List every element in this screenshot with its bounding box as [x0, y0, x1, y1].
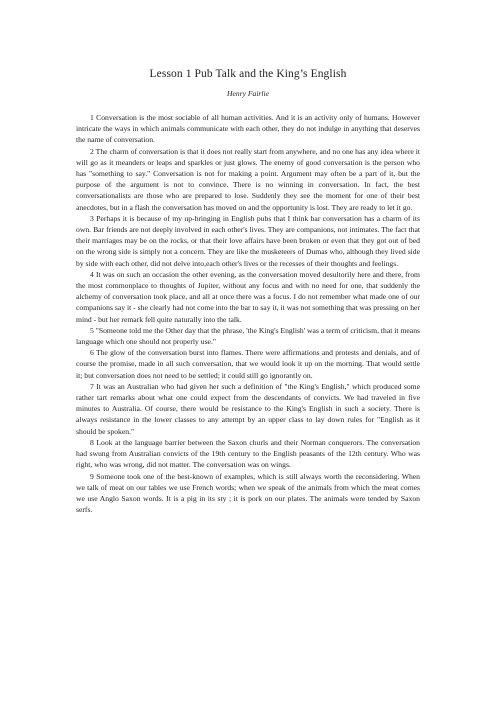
- author-byline: Henry Fairlie: [227, 89, 269, 98]
- paragraph-2: 2 The charm of conversation is that it does not really start from anywhere, and no one has any idea where it will go as it meanders or leaps and sparkles or just glows. The enemy of good conversation is the person who has "something to say." Conversation is not for making a point. Argument may often be a part of it, but the purpose of the argument is not to convince. There is no winning in conversation. In fact, the best conversationalists are those who are prepared to lose. Suddenly they see the moment for one of their best anecdotes, but in a flash the conversation has moved on and the opportunity is lost. They are ready to let it go.: [76, 146, 420, 212]
- paragraph-6: 6 The glow of the conversation burst into flames. There were affirmations and protests and denials, and of course the promise, made in all such conversation, that we would look it up on the morning. That would settle it; but conversation does not need to be settled; it could still go ignorantly on.: [76, 348, 420, 380]
- document-body: [76, 112, 420, 515]
- paragraph-5: 5 "Someone told me the Other day that the phrase, 'the King's English' was a term of criticism, that it means language which one should not properly use.": [76, 325, 420, 347]
- paragraph-1: 1 Conversation is the most sociable of all human activities. And it is an activity only of humans. However intricate the ways in which animals communicate with each other, they do not indulge in anything that deserves the name of conversation.: [76, 113, 420, 145]
- paragraph-7: 7 It was an Australian who had given her such a definition of "the King's English," which produced some rather tart remarks about what one could expect from the descendants of convicts. We had traveled in five minutes to Australia. Of course, there would be resistance to the King's English in such a society. There is always resistance in the lower classes to any attempt by an upper class to lay down rules for "English as it should be spoken.": [76, 381, 420, 436]
- paragraph-9: 9 Someone took one of the best-known of examples, which is still always worth the reconsidering. When we talk of meat on our tables we use French words; when we speak of the animals from which the meat comes we use Anglo Saxon words. It is a pig in its sty ; it is pork on our plates. The animals were tended by Saxon serfs.: [76, 471, 420, 515]
- paragraph-3: 3 Perhaps it is because of my up-bringing in English pubs that I think bar conversation has a charm of its own. Bar friends are not deeply involved in each other's lives. They are companions, not intimates. The fact that their marriages may be on the rocks, or that their love affairs have been broken or even that they got out of bed on the wrong side is simply not a concern. They are like the musketeers of Dumas who, although they lived side by side with each other, did not delve into,each other's lives or the recesses of their thoughts and feelings.: [76, 213, 420, 268]
- paragraph-4: 4 It was on such an occasion the other evening, as the conversation moved desultorily here and there, from the most commonplace to thoughts of Jupiter, without any focus and with no need for one, that suddenly the alchemy of conversation took place, and all at once there was a focus. I do not remember what made one of our companions say it - she clearly had not come into the bar to say it, it was not something that was pressing on her mind - but her remark fell quite naturally into the talk.: [76, 269, 420, 324]
- paragraph-8: 8 Look at the language barrier between the Saxon churls and their Norman conquerors. The conversation had swung from Australian convicts of the 19th century to the English peasants of the 12th century. Who was right, who was wrong, did not matter. The conversation was on wings.: [76, 437, 420, 470]
- page-title: Lesson 1 Pub Talk and the King’s English: [149, 68, 347, 80]
